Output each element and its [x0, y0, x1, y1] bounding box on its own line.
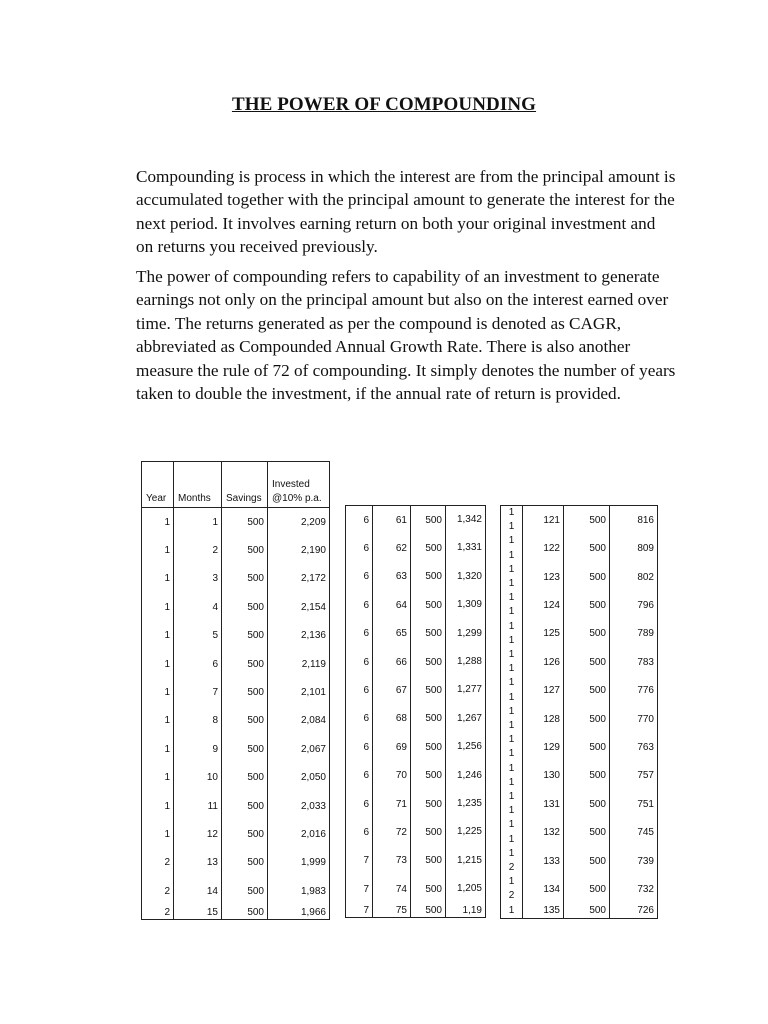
- savings-cell: 500: [222, 508, 268, 537]
- month-cell: 128: [523, 705, 564, 733]
- year-cell: 1: [142, 565, 174, 593]
- year-cell: 1: [142, 593, 174, 621]
- invested-cell: 1,342: [446, 506, 486, 535]
- month-cell: 126: [523, 648, 564, 676]
- table-row: [142, 877, 330, 905]
- table-row: [142, 820, 330, 848]
- month-cell: 123: [523, 563, 564, 591]
- savings-cell: 500: [222, 593, 268, 621]
- year-cell: 1: [142, 678, 174, 706]
- month-cell: 14: [174, 877, 222, 905]
- savings-cell: 500: [411, 733, 446, 761]
- invested-cell: 1,246: [446, 762, 486, 790]
- month-cell: 8: [174, 707, 222, 735]
- table-row: [346, 733, 486, 761]
- year-cell: 1: [142, 508, 174, 537]
- savings-cell: 500: [564, 676, 610, 704]
- year-cell: 6: [346, 534, 373, 562]
- invested-cell: 726: [610, 904, 658, 919]
- month-cell: 10: [174, 764, 222, 792]
- year-cell: 1: [142, 650, 174, 678]
- year-cell: 2: [142, 877, 174, 905]
- year-cell: 6: [346, 790, 373, 818]
- year-cell: 1: [142, 707, 174, 735]
- table-row: [501, 733, 658, 761]
- year-cell: 1: [501, 904, 523, 919]
- invested-cell: 732: [610, 875, 658, 903]
- year-cell: 6: [346, 705, 373, 733]
- invested-cell: 809: [610, 534, 658, 562]
- savings-cell: 500: [411, 591, 446, 619]
- year-cell: 2: [142, 849, 174, 877]
- invested-cell: 2,101: [268, 678, 330, 706]
- savings-cell: 500: [411, 620, 446, 648]
- month-cell: 5: [174, 622, 222, 650]
- month-cell: 129: [523, 733, 564, 761]
- table-row: [142, 508, 330, 537]
- month-cell: 6: [174, 650, 222, 678]
- table-row: [142, 735, 330, 763]
- year-cell: 1: [142, 622, 174, 650]
- month-cell: 1: [174, 508, 222, 537]
- year-cell: 6: [346, 506, 373, 535]
- month-cell: 67: [373, 676, 411, 704]
- invested-cell: 770: [610, 705, 658, 733]
- year-cell: 1: [142, 536, 174, 564]
- year-cell: 6: [346, 620, 373, 648]
- document-title: THE POWER OF COMPOUNDING: [231, 94, 537, 115]
- header-year: Year: [142, 462, 174, 508]
- month-cell: 75: [373, 903, 411, 918]
- invested-cell: 2,050: [268, 764, 330, 792]
- table-row: [346, 648, 486, 676]
- invested-cell: 763: [610, 733, 658, 761]
- savings-cell: 500: [564, 875, 610, 903]
- month-cell: 65: [373, 620, 411, 648]
- month-cell: 73: [373, 847, 411, 875]
- table-row: [501, 648, 658, 676]
- invested-cell: 2,190: [268, 536, 330, 564]
- month-cell: 15: [174, 905, 222, 920]
- month-cell: 64: [373, 591, 411, 619]
- invested-cell: 1,983: [268, 877, 330, 905]
- invested-cell: 2,067: [268, 735, 330, 763]
- month-cell: 124: [523, 591, 564, 619]
- savings-cell: 500: [411, 903, 446, 918]
- header-invested: Invested @10% p.a.: [268, 462, 330, 508]
- year-cell: 6: [346, 733, 373, 761]
- month-cell: 121: [523, 506, 564, 535]
- savings-cell: 500: [411, 818, 446, 846]
- month-cell: 70: [373, 762, 411, 790]
- year-cell: 7: [346, 903, 373, 918]
- savings-cell: 500: [564, 818, 610, 846]
- year-cell: 11: [501, 705, 523, 733]
- month-cell: 133: [523, 847, 564, 875]
- savings-cell: 500: [222, 905, 268, 920]
- month-cell: 13: [174, 849, 222, 877]
- savings-cell: 500: [222, 735, 268, 763]
- invested-cell: 2,119: [268, 650, 330, 678]
- savings-cell: 500: [411, 875, 446, 903]
- table-row: [501, 904, 658, 919]
- savings-cell: 500: [411, 648, 446, 676]
- table-row: [346, 847, 486, 875]
- invested-cell: 1,215: [446, 847, 486, 875]
- month-cell: 7: [174, 678, 222, 706]
- invested-cell: 2,154: [268, 593, 330, 621]
- invested-cell: 757: [610, 762, 658, 790]
- year-cell: 11: [501, 648, 523, 676]
- invested-cell: 2,084: [268, 707, 330, 735]
- month-cell: 3: [174, 565, 222, 593]
- table-row: [501, 790, 658, 818]
- savings-cell: 500: [564, 620, 610, 648]
- month-cell: 71: [373, 790, 411, 818]
- invested-cell: 1,267: [446, 705, 486, 733]
- savings-cell: 500: [222, 764, 268, 792]
- savings-cell: 500: [222, 622, 268, 650]
- savings-cell: 500: [564, 591, 610, 619]
- year-cell: 12: [501, 847, 523, 875]
- year-cell: 11: [501, 676, 523, 704]
- invested-cell: 1,235: [446, 790, 486, 818]
- savings-cell: 500: [564, 904, 610, 919]
- invested-cell: 1,288: [446, 648, 486, 676]
- year-cell: 1: [142, 735, 174, 763]
- invested-cell: 1,19: [446, 903, 486, 918]
- month-cell: 125: [523, 620, 564, 648]
- year-cell: 11: [501, 790, 523, 818]
- savings-cell: 500: [564, 563, 610, 591]
- table-row: [346, 762, 486, 790]
- table-row: [501, 875, 658, 903]
- table-row: [346, 818, 486, 846]
- table-row: [142, 650, 330, 678]
- table-row: [346, 875, 486, 903]
- savings-cell: 500: [222, 877, 268, 905]
- savings-cell: 500: [564, 733, 610, 761]
- month-cell: 131: [523, 790, 564, 818]
- table-row: [346, 563, 486, 591]
- savings-cell: 500: [564, 790, 610, 818]
- year-cell: 6: [346, 648, 373, 676]
- table-row: [501, 847, 658, 875]
- invested-cell: 2,033: [268, 792, 330, 820]
- year-cell: 11: [501, 534, 523, 562]
- month-cell: 74: [373, 875, 411, 903]
- invested-cell: 789: [610, 620, 658, 648]
- savings-cell: 500: [411, 790, 446, 818]
- table-row: [501, 563, 658, 591]
- table-row: [346, 903, 486, 918]
- table-row: [501, 620, 658, 648]
- year-cell: 6: [346, 818, 373, 846]
- table-row: [142, 792, 330, 820]
- year-cell: 6: [346, 591, 373, 619]
- table-row: [142, 707, 330, 735]
- savings-cell: 500: [411, 705, 446, 733]
- year-cell: 6: [346, 563, 373, 591]
- table-row: [346, 676, 486, 704]
- savings-cell: 500: [222, 650, 268, 678]
- savings-cell: 500: [564, 762, 610, 790]
- month-cell: 63: [373, 563, 411, 591]
- savings-cell: 500: [222, 820, 268, 848]
- table-row: [501, 762, 658, 790]
- savings-cell: 500: [222, 849, 268, 877]
- invested-cell: 2,016: [268, 820, 330, 848]
- year-cell: 1: [142, 792, 174, 820]
- table-row: [501, 534, 658, 562]
- savings-cell: 500: [222, 707, 268, 735]
- savings-cell: 500: [411, 762, 446, 790]
- compounding-table-1: [141, 461, 330, 920]
- savings-cell: 500: [564, 534, 610, 562]
- savings-cell: 500: [564, 705, 610, 733]
- header-months: Months: [174, 462, 222, 508]
- table-row: [142, 764, 330, 792]
- month-cell: 11: [174, 792, 222, 820]
- paragraph-intro: Compounding is process in which the interest are from the principal amount is accumulated together with the principal amount to generate the interest for the next period. It involves earning return on both your original investment and on returns you received previously.: [136, 167, 676, 257]
- table-row: [346, 591, 486, 619]
- invested-cell: 802: [610, 563, 658, 591]
- year-cell: 1: [142, 764, 174, 792]
- invested-cell: 1,225: [446, 818, 486, 846]
- savings-cell: 500: [222, 678, 268, 706]
- month-cell: 122: [523, 534, 564, 562]
- year-cell: 12: [501, 875, 523, 903]
- year-cell: 1: [142, 820, 174, 848]
- invested-cell: 751: [610, 790, 658, 818]
- month-cell: 61: [373, 506, 411, 535]
- invested-cell: 796: [610, 591, 658, 619]
- table-row: [501, 591, 658, 619]
- paragraph-power: The power of compounding refers to capability of an investment to generate earnings not only on the principal amount but also on the interest earned over time. The returns generated as per the compound is denoted as CAGR, abbreviated as Compounded Annual Growth Rate. There is also another measure the rule of 72 of compounding. It simply denotes the number of years taken to double the investment, if the annual rate of return is provided.: [136, 267, 676, 404]
- invested-cell: 1,320: [446, 563, 486, 591]
- table-row: [142, 622, 330, 650]
- table-row: [501, 705, 658, 733]
- month-cell: 127: [523, 676, 564, 704]
- invested-cell: 2,209: [268, 508, 330, 537]
- savings-cell: 500: [222, 565, 268, 593]
- invested-cell: 1,999: [268, 849, 330, 877]
- savings-cell: 500: [564, 506, 610, 535]
- table-row: [346, 620, 486, 648]
- savings-cell: 500: [222, 792, 268, 820]
- month-cell: 9: [174, 735, 222, 763]
- month-cell: 66: [373, 648, 411, 676]
- month-cell: 135: [523, 904, 564, 919]
- savings-cell: 500: [411, 847, 446, 875]
- invested-cell: 745: [610, 818, 658, 846]
- invested-cell: 2,136: [268, 622, 330, 650]
- table-row: [142, 565, 330, 593]
- table-row: [501, 676, 658, 704]
- savings-cell: 500: [411, 676, 446, 704]
- year-cell: 6: [346, 762, 373, 790]
- month-cell: 2: [174, 536, 222, 564]
- table-row: [501, 818, 658, 846]
- table-row: [142, 849, 330, 877]
- year-cell: 11: [501, 733, 523, 761]
- savings-cell: 500: [411, 506, 446, 535]
- invested-cell: 783: [610, 648, 658, 676]
- month-cell: 132: [523, 818, 564, 846]
- invested-cell: 776: [610, 676, 658, 704]
- month-cell: 62: [373, 534, 411, 562]
- savings-cell: 500: [564, 648, 610, 676]
- table-row: [346, 705, 486, 733]
- month-cell: 72: [373, 818, 411, 846]
- month-cell: 4: [174, 593, 222, 621]
- invested-cell: 1,309: [446, 591, 486, 619]
- table-row: [142, 678, 330, 706]
- compounding-table-2: [345, 505, 486, 918]
- year-cell: 7: [346, 847, 373, 875]
- year-cell: 11: [501, 620, 523, 648]
- table-row: [346, 506, 486, 535]
- table-row: [346, 534, 486, 562]
- savings-cell: 500: [411, 534, 446, 562]
- year-cell: 11: [501, 563, 523, 591]
- table-row: [346, 790, 486, 818]
- header-savings: Savings: [222, 462, 268, 508]
- month-cell: 69: [373, 733, 411, 761]
- invested-cell: 739: [610, 847, 658, 875]
- invested-cell: 816: [610, 506, 658, 535]
- month-cell: 134: [523, 875, 564, 903]
- year-cell: 7: [346, 875, 373, 903]
- table-row: [142, 593, 330, 621]
- invested-cell: 1,205: [446, 875, 486, 903]
- invested-cell: 1,966: [268, 905, 330, 920]
- year-cell: 6: [346, 676, 373, 704]
- year-cell: 11: [501, 818, 523, 846]
- table-row: [142, 905, 330, 920]
- invested-cell: 1,277: [446, 676, 486, 704]
- table-row: [501, 506, 658, 535]
- compounding-table-3: [500, 505, 658, 919]
- invested-cell: 1,256: [446, 733, 486, 761]
- month-cell: 130: [523, 762, 564, 790]
- savings-cell: 500: [411, 563, 446, 591]
- invested-cell: 2,172: [268, 565, 330, 593]
- year-cell: 11: [501, 762, 523, 790]
- savings-cell: 500: [222, 536, 268, 564]
- invested-cell: 1,299: [446, 620, 486, 648]
- year-cell: 11: [501, 506, 523, 535]
- savings-cell: 500: [564, 847, 610, 875]
- year-cell: 2: [142, 905, 174, 920]
- year-cell: 11: [501, 591, 523, 619]
- month-cell: 12: [174, 820, 222, 848]
- month-cell: 68: [373, 705, 411, 733]
- invested-cell: 1,331: [446, 534, 486, 562]
- table-row: [142, 536, 330, 564]
